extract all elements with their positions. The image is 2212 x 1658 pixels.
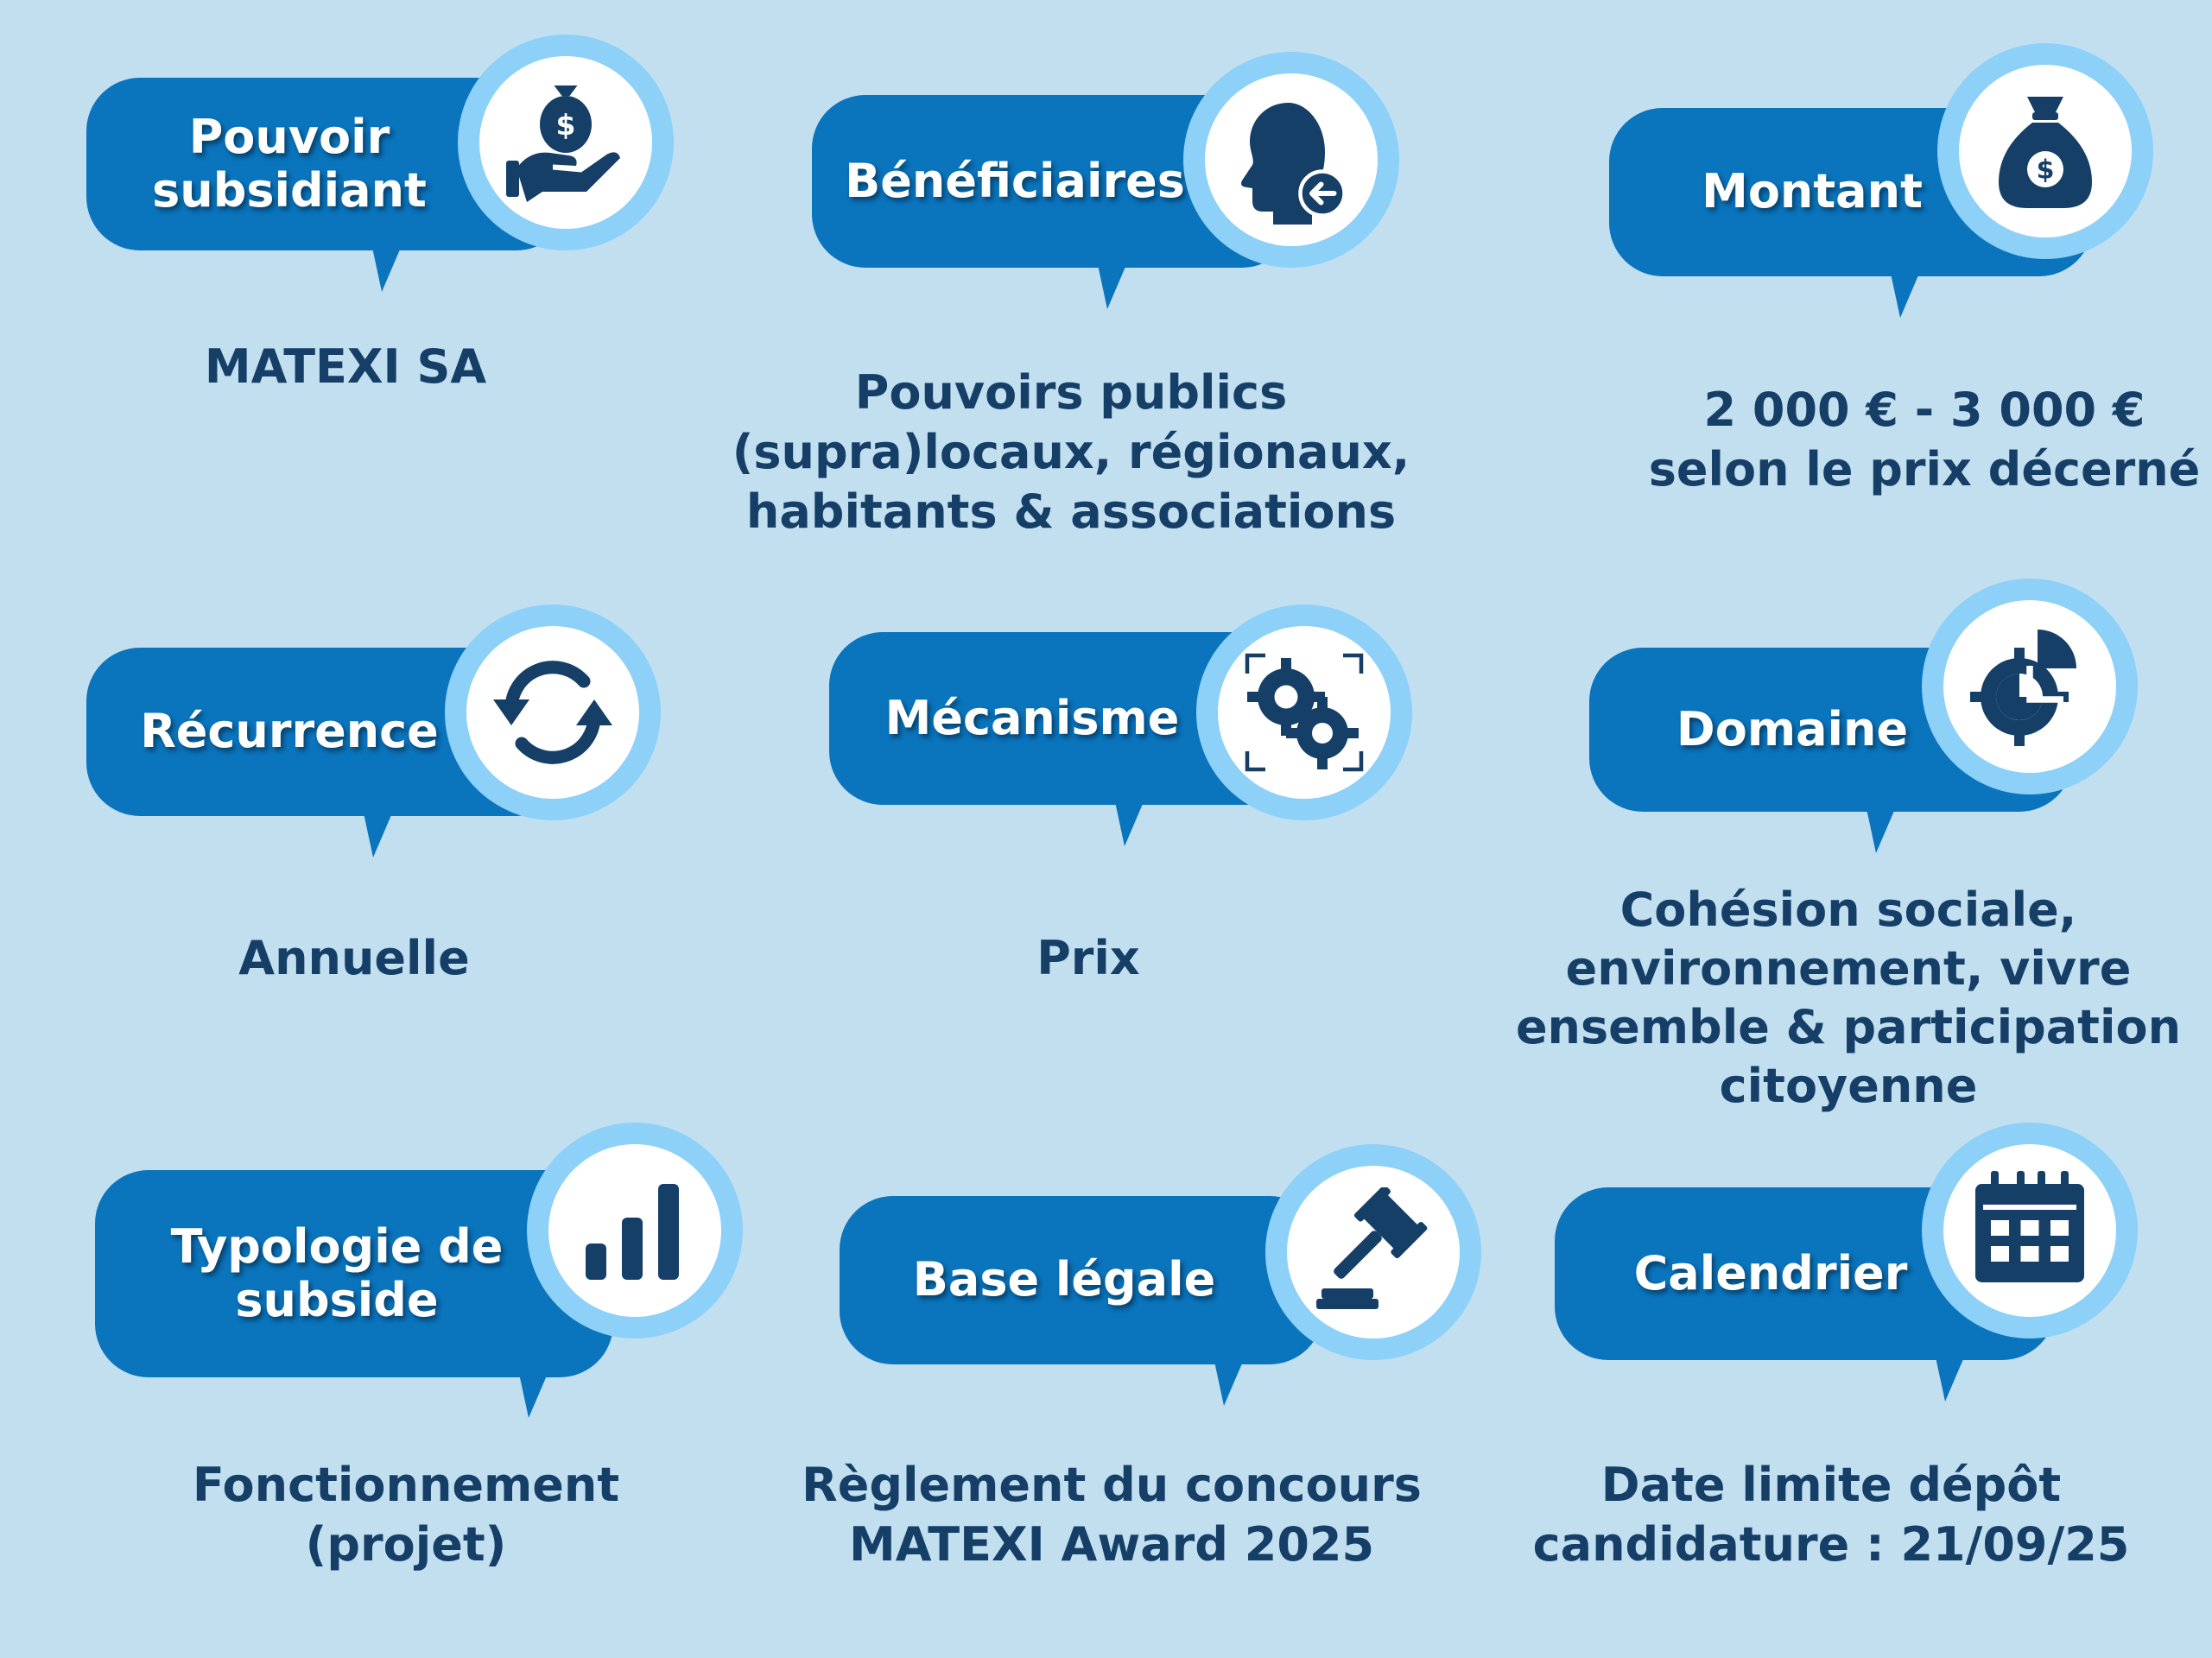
- gears-icon: [1218, 626, 1391, 799]
- card-value: Pouvoirs publics (supra)locaux, régionaux, habitants & associations: [732, 365, 1410, 540]
- card-value: Règlement du concours MATEXI Award 2025: [802, 1458, 1422, 1573]
- gavel-icon: [1287, 1166, 1460, 1338]
- card-typologie: [0, 1105, 691, 1623]
- card-montant: [1527, 0, 2212, 518]
- bubble-tail: [1097, 261, 1128, 309]
- card-title: Bénéficiaires: [845, 153, 1185, 208]
- bubble-tail: [1866, 805, 1897, 853]
- card-value: Annuelle: [238, 931, 470, 985]
- bubble-tail: [371, 244, 402, 292]
- card-value: Cohésion sociale, environnement, vivre ensemble & participation citoyenne: [1515, 883, 2182, 1114]
- card-value: Fonctionnement (projet): [192, 1458, 620, 1573]
- card-title: Montant: [1702, 164, 1923, 219]
- card-calendrier: [1486, 1114, 2177, 1632]
- card-domaine: [1503, 553, 2194, 1114]
- card-title: Calendrier: [1633, 1245, 1908, 1300]
- card-value: 2 000 € - 3 000 € selon le prix décerné: [1648, 383, 2201, 497]
- bubble-tail: [1214, 1357, 1245, 1406]
- card-base-legale: [743, 1123, 1434, 1641]
- bubble-tail: [1114, 798, 1145, 846]
- hand-money-bag-icon: [479, 56, 652, 229]
- card-value: Prix: [1036, 931, 1140, 985]
- card-pouvoir-subsidiant: [0, 0, 691, 518]
- card-value: Date limite dépôt candidature : 21/09/25: [1532, 1458, 2130, 1573]
- bubble-tail: [1890, 269, 1921, 318]
- card-title: Mécanisme: [884, 690, 1180, 745]
- svg-text:$: $: [2036, 155, 2055, 186]
- card-title: Récurrence: [140, 704, 439, 759]
- svg-text:$: $: [555, 108, 576, 142]
- card-title: Typologie de subside: [170, 1218, 504, 1327]
- bubble-tail: [1935, 1353, 1966, 1402]
- card-value: MATEXI SA: [204, 339, 487, 394]
- bubble-tail: [363, 809, 394, 857]
- card-title: Pouvoir subsidiant: [152, 109, 427, 218]
- money-bag-icon: [1959, 65, 2132, 237]
- person-arrow-icon: [1205, 73, 1378, 246]
- gear-chart-icon: [1943, 600, 2116, 773]
- card-title: Domaine: [1676, 701, 1909, 756]
- calendar-icon: [1943, 1144, 2116, 1317]
- card-recurrence: [0, 570, 691, 1088]
- bar-chart-icon: [548, 1144, 721, 1317]
- card-beneficiaires: [726, 17, 1417, 540]
- card-mecanisme: [743, 570, 1434, 1088]
- card-title: Base légale: [912, 1252, 1216, 1307]
- refresh-cycle-icon: [466, 626, 639, 799]
